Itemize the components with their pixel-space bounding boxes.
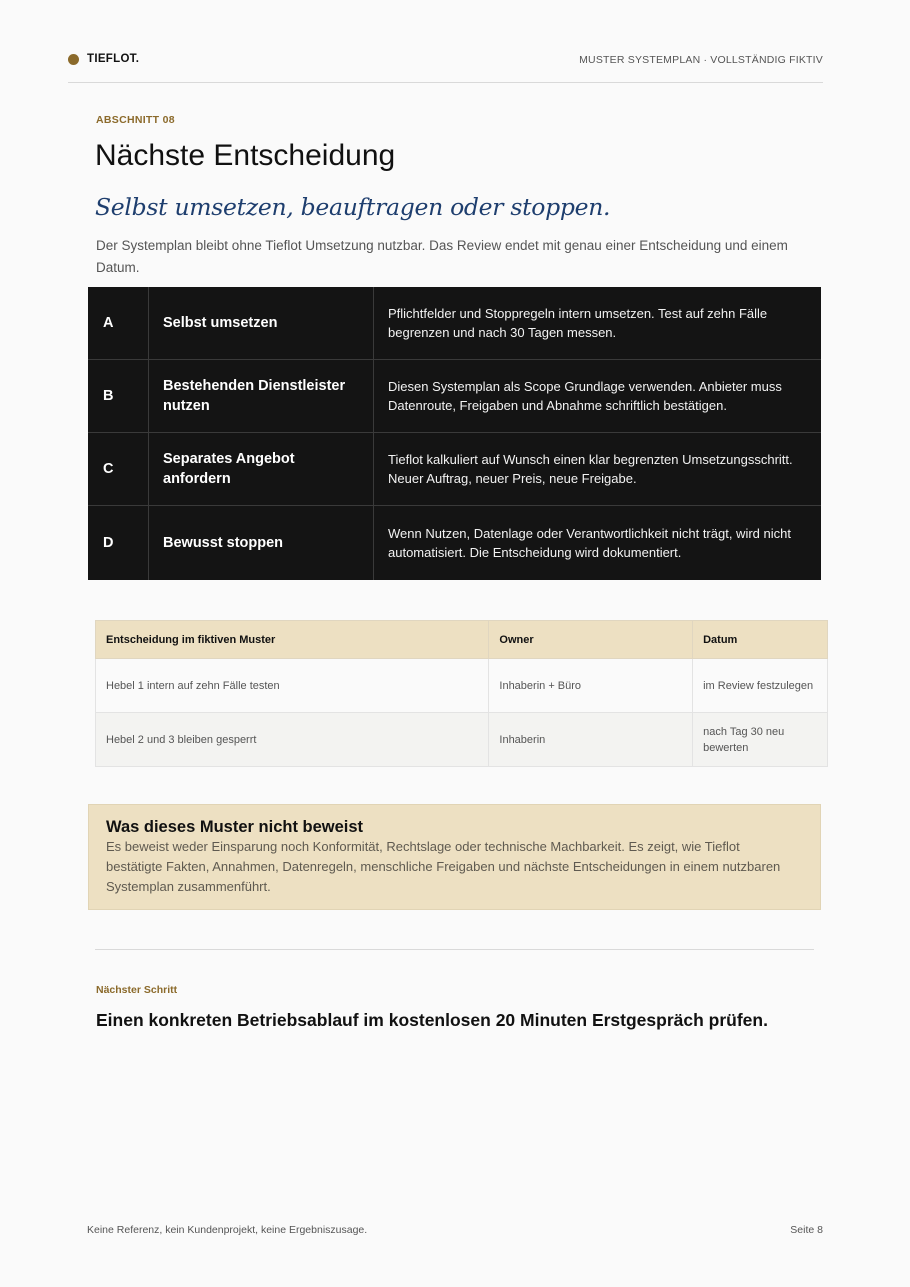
section-label: ABSCHNITT 08: [96, 114, 175, 126]
table-cell: Hebel 2 und 3 bleiben gesperrt: [96, 713, 489, 767]
option-letter: C: [88, 433, 149, 505]
callout-text: Es beweist weder Einsparung noch Konformität, Rechtslage oder technische Machbarkeit. Es zeigt, wie Tieflot bestätigte Fakten, Annahmen, Datenregeln, menschliche Freigaben und nächste Entscheidungen in einem nutzbaren Systemplan zusammenführt.: [106, 839, 781, 894]
option-name: Selbst umsetzen: [149, 287, 374, 359]
callout-title: Was dieses Muster nicht beweist: [106, 818, 364, 836]
option-row: [88, 506, 821, 580]
option-description: Wenn Nutzen, Datenlage oder Verantwortlichkeit nicht trägt, wird nicht automatisiert. Die Entscheidung wird dokumentiert.: [388, 525, 791, 560]
divider: [95, 949, 814, 950]
option-name: Bestehenden Dienstleister nutzen: [149, 360, 374, 432]
table-cell: nach Tag 30 neu bewerten: [693, 713, 828, 767]
page-subtitle: Selbst umsetzen, beauftragen oder stoppen.: [95, 193, 611, 221]
brand-dot-icon: [68, 54, 79, 65]
option-row: [88, 360, 821, 433]
page-number: Seite 8: [790, 1224, 823, 1236]
column-header: Datum: [693, 621, 828, 659]
option-letter: B: [88, 360, 149, 432]
column-header: Entscheidung im fiktiven Muster: [96, 621, 489, 659]
disclaimer-callout: [88, 804, 821, 910]
option-description: Diesen Systemplan als Scope Grundlage verwenden. Anbieter muss Datenroute, Freigaben und Abnahme schriftlich bestätigen.: [388, 378, 782, 413]
option-name: Separates Angebot anfordern: [149, 433, 374, 505]
table-cell: Hebel 1 intern auf zehn Fälle testen: [96, 659, 489, 713]
table-row: [96, 659, 828, 713]
table-cell: Inhaberin + Büro: [489, 659, 693, 713]
footer-disclaimer: Keine Referenz, kein Kundenprojekt, keine Ergebniszusage.: [87, 1224, 368, 1236]
table-cell: Inhaberin: [489, 713, 693, 767]
option-row: [88, 287, 821, 360]
intro-paragraph: Der Systemplan bleibt ohne Tieflot Umsetzung nutzbar. Das Review endet mit genau einer Entscheidung und einem Datum.: [96, 238, 788, 275]
option-letter: A: [88, 287, 149, 359]
page-title: Nächste Entscheidung: [95, 139, 396, 172]
decision-table: [95, 620, 828, 767]
brand-name: TIEFLOT.: [87, 53, 140, 65]
page-header: [68, 0, 823, 83]
next-step-label: Nächster Schritt: [96, 984, 178, 996]
brand: [68, 53, 139, 65]
options-table: [88, 287, 821, 580]
option-letter: D: [88, 506, 149, 580]
column-header: Owner: [489, 621, 693, 659]
option-row: [88, 433, 821, 506]
table-header-row: [96, 621, 828, 659]
option-description: Tieflot kalkuliert auf Wunsch einen klar begrenzten Umsetzungsschritt. Neuer Auftrag, neuer Preis, neue Freigabe.: [388, 451, 793, 486]
table-cell: im Review festzulegen: [693, 659, 828, 713]
table-row: [96, 713, 828, 767]
next-step-text: Einen konkreten Betriebsablauf im kostenlosen 20 Minuten Erstgespräch prüfen.: [96, 1010, 768, 1030]
header-document-label: MUSTER SYSTEMPLAN · VOLLSTÄNDIG FIKTIV: [579, 54, 823, 66]
option-name: Bewusst stoppen: [149, 506, 374, 580]
option-description: Pflichtfelder und Stoppregeln intern umsetzen. Test auf zehn Fälle begrenzen und nach 30 Tagen messen.: [388, 305, 768, 340]
